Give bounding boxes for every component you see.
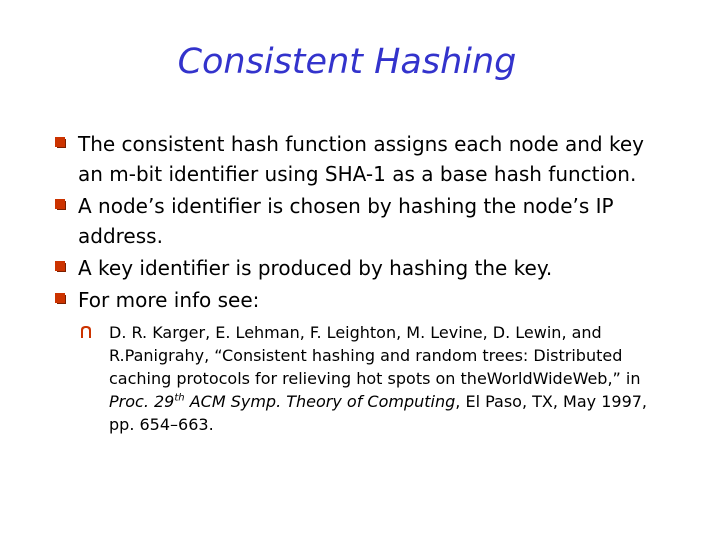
reference-wide: Wide xyxy=(532,369,573,388)
reference-venue: Proc. 29 xyxy=(109,392,175,411)
bullet-item xyxy=(52,253,672,283)
square-bullet-icon xyxy=(54,198,67,211)
bullet-item xyxy=(52,285,672,315)
square-bullet-icon xyxy=(54,136,67,149)
bullet-text: The consistent hash function assigns each node and key an m-bit identifier using SHA-1 as a base hash function. xyxy=(78,132,644,186)
bullet-text: For more info see: xyxy=(78,288,260,312)
reference-tail: , El Paso, TX, May 1997, pp. 654–663. xyxy=(109,392,648,434)
round-bullet-icon xyxy=(80,325,92,339)
bullet-list xyxy=(52,129,672,436)
reference-world: World xyxy=(486,369,533,388)
reference-item xyxy=(80,321,672,436)
reference-web: Web,” in xyxy=(572,369,641,388)
reference-authors: D. R. Karger, E. Lehman, F. Leighton, M. Levine, D. Lewin, and R.Panigrahy, “Consistent hashing and random trees: Distributed caching protocols for relieving hot spots on the xyxy=(109,323,623,388)
bullet-text: A node’s identifier is chosen by hashing the node’s IP address. xyxy=(78,194,614,248)
bullet-item xyxy=(52,129,672,189)
square-bullet-icon xyxy=(54,260,67,273)
slide-title: Consistent Hashing xyxy=(177,42,517,82)
bullet-item xyxy=(52,191,672,251)
reference-superscript: th xyxy=(174,392,185,404)
reference-venue-cont: ACM Symp. Theory of Computing xyxy=(184,392,456,411)
bullet-text: A key identifier is produced by hashing the key. xyxy=(78,256,553,280)
square-bullet-icon xyxy=(54,292,67,305)
